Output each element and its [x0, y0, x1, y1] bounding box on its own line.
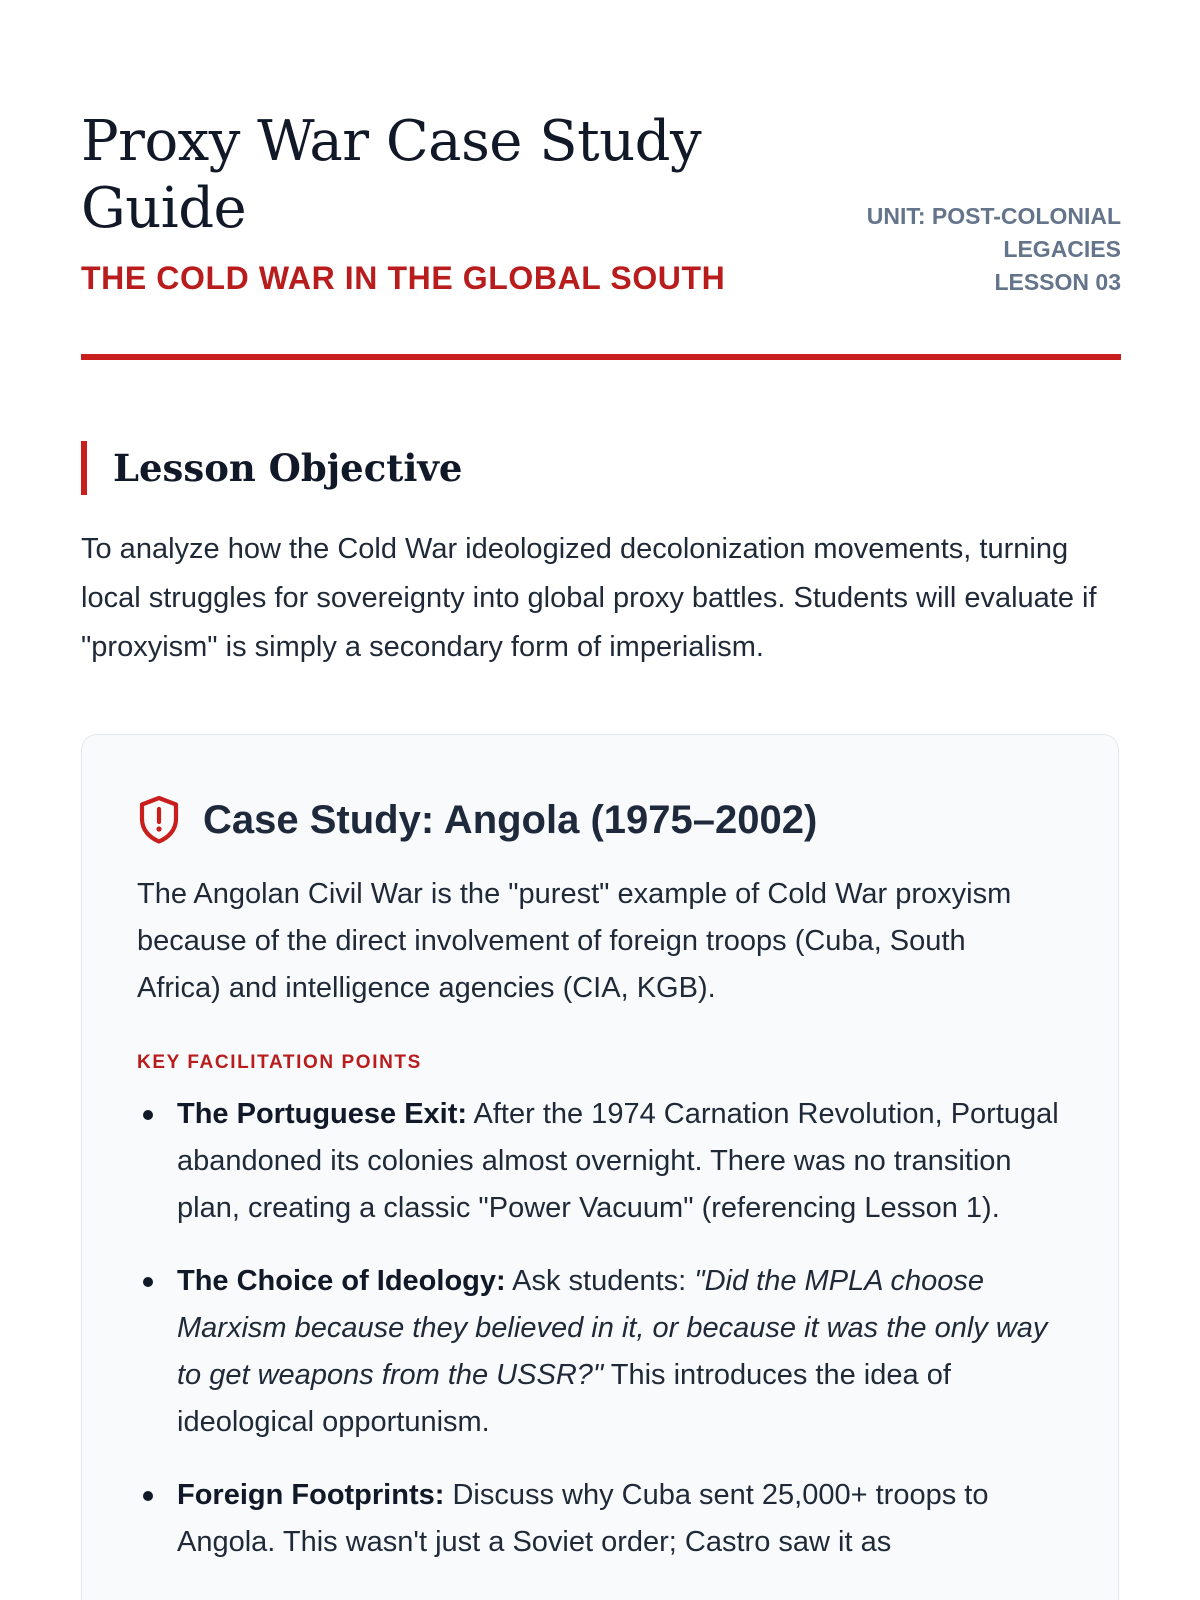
point-label: The Portuguese Exit:: [177, 1098, 468, 1130]
case-study-title: Case Study: Angola (1975–2002): [203, 798, 818, 842]
case-study-card: [81, 734, 1119, 1600]
lesson-objective-heading: [81, 441, 1121, 495]
meta-lesson: LESSON 03: [994, 269, 1121, 295]
list-item: [137, 1091, 1067, 1232]
bullet-icon: [143, 1277, 153, 1287]
case-study-summary: The Angolan Civil War is the "purest" example of Cold War proxyism because of the direct involvement of foreign troops (Cuba, South Africa) and intelligence agencies (CIA, KGB).: [137, 878, 1012, 1004]
facilitation-points-label: KEY FACILITATION POINTS: [137, 1052, 422, 1073]
list-item: [137, 1258, 1067, 1446]
document-header: [81, 108, 1121, 360]
shield-alert-icon: [137, 795, 181, 845]
meta-unit-line-2: LEGACIES: [1003, 236, 1121, 262]
point-text: Discuss why Cuba sent 25,000+ troops to Angola. This wasn't just a Soviet order; Castro saw it as: [177, 1479, 989, 1558]
lesson-meta: [821, 200, 1121, 299]
document-subtitle: THE COLD WAR IN THE GLOBAL SOUTH: [81, 260, 726, 296]
header-divider: [81, 354, 1121, 360]
lesson-objective-text: To analyze how the Cold War ideologized decolonization movements, turning local struggles for sovereignty into global proxy battles. Students will evaluate if "proxyism" is simply a secondary form of imperialism.: [81, 533, 1097, 663]
case-study-header: [137, 792, 817, 848]
lesson-objective-heading-text: Lesson Objective: [113, 446, 463, 490]
meta-unit-line-1: UNIT: POST-COLONIAL: [866, 203, 1121, 229]
document-title: Proxy War Case Study Guide: [81, 109, 702, 241]
point-text: After the 1974 Carnation Revolution, Portugal abandoned its colonies almost overnight. There was no transition plan, creating a classic "Power Vacuum" (referencing Lesson 1).: [177, 1098, 1059, 1224]
point-text-after: This introduces the idea of ideological opportunism.: [177, 1359, 951, 1438]
point-label: Foreign Footprints:: [177, 1479, 445, 1511]
point-label: The Choice of Ideology:: [177, 1265, 506, 1297]
facilitation-points-list: [137, 1091, 1067, 1592]
list-item: [137, 1472, 1067, 1566]
bullet-icon: [143, 1110, 153, 1120]
bullet-icon: [143, 1491, 153, 1501]
point-quote: "Did the MPLA choose Marxism because they believed in it, or because it was the only way to get weapons from the USSR?": [177, 1265, 1048, 1391]
heading-accent-bar: [81, 441, 87, 495]
point-text: Ask students:: [512, 1265, 695, 1297]
lesson-objective-section: [81, 441, 1121, 672]
